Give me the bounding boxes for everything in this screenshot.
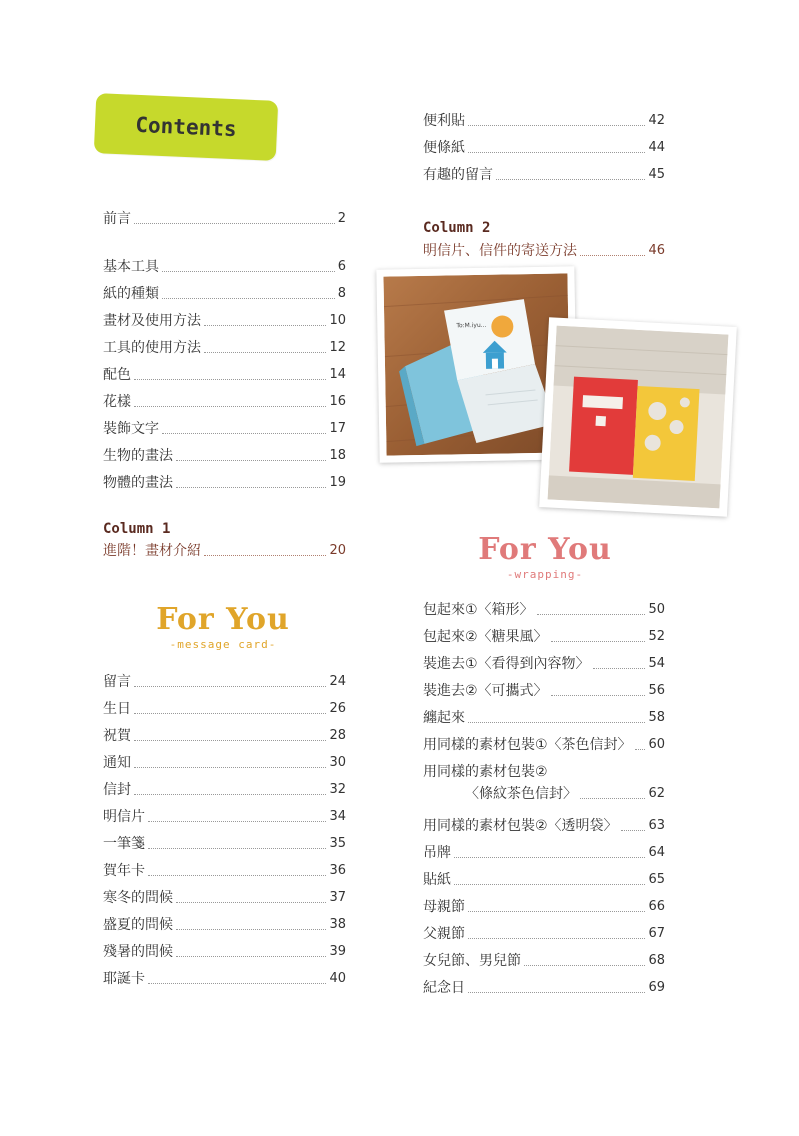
for-you-title: For You — [478, 532, 612, 567]
toc-entry-title: 工具的使用方法 — [103, 340, 201, 356]
toc-entry-page: 12 — [329, 340, 346, 355]
toc-entry-page: 64 — [648, 845, 665, 860]
toc-entry[interactable] — [423, 815, 665, 837]
toc-entry-page: 69 — [648, 980, 665, 995]
toc-entry-page: 58 — [648, 710, 665, 725]
column2-label: Column 2 — [423, 220, 491, 236]
toc-cards — [103, 0, 346, 1136]
leader-dots — [148, 839, 326, 849]
toc-entry-title: 吊牌 — [423, 845, 451, 861]
toc-entry[interactable] — [103, 914, 346, 936]
toc-entry[interactable] — [423, 950, 665, 972]
toc-entry-title: 裝進去②〈可攜式〉 — [423, 683, 548, 699]
for-you-title: For You — [156, 602, 290, 637]
toc-entry[interactable] — [423, 896, 665, 918]
toc-entry-title: 用同樣的素材包裝② — [423, 764, 548, 780]
leader-dots — [176, 947, 326, 957]
toc-entry-title: 祝賀 — [103, 728, 131, 744]
toc-entry-title: 畫材及使用方法 — [103, 313, 201, 329]
leader-dots — [134, 731, 326, 741]
toc-entry-page: 35 — [329, 836, 346, 851]
toc-entry-title: 明信片 — [103, 809, 145, 825]
toc-entry-title: 一筆箋 — [103, 836, 145, 852]
toc-entry-page: 37 — [329, 890, 346, 905]
toc-entry-title: 通知 — [103, 755, 131, 771]
toc-entry-title: 包起來①〈箱形〉 — [423, 602, 534, 618]
leader-dots — [176, 920, 326, 930]
toc-entry-title: 紀念日 — [423, 980, 465, 996]
toc-entry-page: 30 — [329, 755, 346, 770]
toc-entry-page: 68 — [648, 953, 665, 968]
toc-entry-title: 花樣 — [103, 394, 131, 410]
toc-entry-title: 殘暑的問候 — [103, 944, 173, 960]
toc-entry-title: 信封 — [103, 782, 131, 798]
toc-entry-page: 28 — [329, 728, 346, 743]
toc-entry-title: 賀年卡 — [103, 863, 145, 879]
toc-entry-page: 26 — [329, 701, 346, 716]
toc-entry-title: 用同樣的素材包裝②〈透明袋〉 — [423, 818, 618, 834]
toc-entry-title: 有趣的留言 — [423, 167, 493, 183]
for-you-subtitle: -message card- — [169, 638, 277, 651]
toc-entry-title: 生物的畫法 — [103, 448, 173, 464]
toc-entry[interactable] — [423, 923, 665, 945]
toc-entry-page: 50 — [648, 602, 665, 617]
toc-entry-title: 寒冬的問候 — [103, 890, 173, 906]
contents-title: Contents — [134, 112, 238, 142]
toc-entry-page: 10 — [329, 313, 346, 328]
toc-entry-page: 46 — [648, 243, 665, 258]
toc-entry-title: 裝進去①〈看得到內容物〉 — [423, 656, 590, 672]
toc-entry-title: 進階！畫材介紹 — [103, 543, 201, 559]
toc-entry-title: 生日 — [103, 701, 131, 717]
leader-dots — [134, 704, 326, 714]
toc-entry-title: 裝飾文字 — [103, 421, 159, 437]
card-text: To:M.iyu... — [456, 321, 487, 330]
leader-dots — [468, 902, 645, 912]
toc-entry-title: 便利貼 — [423, 113, 465, 129]
toc-entry[interactable] — [103, 941, 346, 963]
toc-entry-title: 基本工具 — [103, 259, 159, 275]
toc-entry-title: 〈條紋茶色信封〉 — [465, 786, 577, 802]
leader-dots — [621, 821, 646, 831]
toc-entry-page: 20 — [329, 543, 346, 558]
toc-entry[interactable] — [423, 869, 665, 891]
toc-entry-page: 14 — [329, 367, 346, 382]
toc-entry-page: 54 — [648, 656, 665, 671]
toc-entry-title: 留言 — [103, 674, 131, 690]
toc-entry-page: 24 — [329, 674, 346, 689]
toc-entry-page: 56 — [648, 683, 665, 698]
toc-entry-page: 66 — [648, 899, 665, 914]
toc-entry-title: 紙的種類 — [103, 286, 159, 302]
toc-entry-title: 父親節 — [423, 926, 465, 942]
toc-entry-title: 前言 — [103, 211, 131, 227]
leader-dots — [468, 983, 645, 993]
toc-entry-page: 45 — [648, 167, 665, 182]
leader-dots — [176, 893, 326, 903]
toc-entry-title: 貼紙 — [423, 872, 451, 888]
toc-entry[interactable] — [103, 779, 346, 801]
leader-dots — [454, 848, 645, 858]
toc-entry-title: 盛夏的問候 — [103, 917, 173, 933]
leader-dots — [148, 974, 326, 984]
toc-wrapping-b — [423, 0, 665, 1136]
toc-entry-page: 52 — [648, 629, 665, 644]
toc-entry-page: 63 — [648, 818, 665, 833]
toc-entry[interactable] — [103, 671, 346, 693]
toc-entry[interactable] — [103, 725, 346, 747]
toc-entry[interactable] — [103, 860, 346, 882]
toc-entry-page: 39 — [329, 944, 346, 959]
toc-entry-page: 32 — [329, 782, 346, 797]
toc-entry-page: 44 — [648, 140, 665, 155]
toc-entry-page: 19 — [329, 475, 346, 490]
leader-dots — [134, 785, 326, 795]
toc-entry-page: 18 — [329, 448, 346, 463]
for-you-subtitle: -wrapping- — [506, 568, 584, 581]
toc-entry[interactable] — [103, 698, 346, 720]
toc-entry[interactable] — [103, 806, 346, 828]
column1-label: Column 1 — [103, 521, 171, 537]
toc-entry-title: 包起來②〈糖果風〉 — [423, 629, 548, 645]
toc-entry[interactable] — [103, 968, 346, 990]
leader-dots — [134, 677, 326, 687]
leader-dots — [468, 929, 645, 939]
toc-entry-title: 女兒節、男兒節 — [423, 953, 521, 969]
toc-entry-title: 物體的畫法 — [103, 475, 173, 491]
leader-dots — [148, 866, 326, 876]
toc-entry[interactable] — [423, 977, 665, 999]
toc-entry-title: 便條紙 — [423, 140, 465, 156]
toc-entry-title: 配色 — [103, 367, 131, 383]
toc-entry-page: 2 — [337, 211, 346, 226]
toc-entry-page: 16 — [329, 394, 346, 409]
leader-dots — [148, 812, 326, 822]
toc-entry-title: 用同樣的素材包裝①〈茶色信封〉 — [423, 737, 632, 753]
toc-entry-page: 38 — [329, 917, 346, 932]
toc-entry-page: 6 — [337, 259, 346, 274]
toc-entry-page: 65 — [648, 872, 665, 887]
toc-entry-page: 62 — [648, 786, 665, 801]
toc-entry[interactable] — [103, 887, 346, 909]
toc-entry-page: 8 — [337, 286, 346, 301]
toc-entry-page: 17 — [329, 421, 346, 436]
toc-entry-page: 67 — [648, 926, 665, 941]
toc-entry[interactable] — [103, 752, 346, 774]
toc-entry-page: 60 — [648, 737, 665, 752]
toc-entry-page: 34 — [329, 809, 346, 824]
leader-dots — [454, 875, 645, 885]
toc-entry-title: 耶誕卡 — [103, 971, 145, 987]
toc-entry-title: 明信片、信件的寄送方法 — [423, 243, 577, 259]
toc-entry[interactable] — [423, 842, 665, 864]
toc-entry-page: 42 — [648, 113, 665, 128]
leader-dots — [524, 956, 645, 966]
toc-entry-page: 40 — [329, 971, 346, 986]
toc-entry-page: 36 — [329, 863, 346, 878]
toc-entry-title: 纏起來 — [423, 710, 465, 726]
toc-entry-title: 母親節 — [423, 899, 465, 915]
toc-entry[interactable] — [103, 833, 346, 855]
leader-dots — [134, 758, 326, 768]
